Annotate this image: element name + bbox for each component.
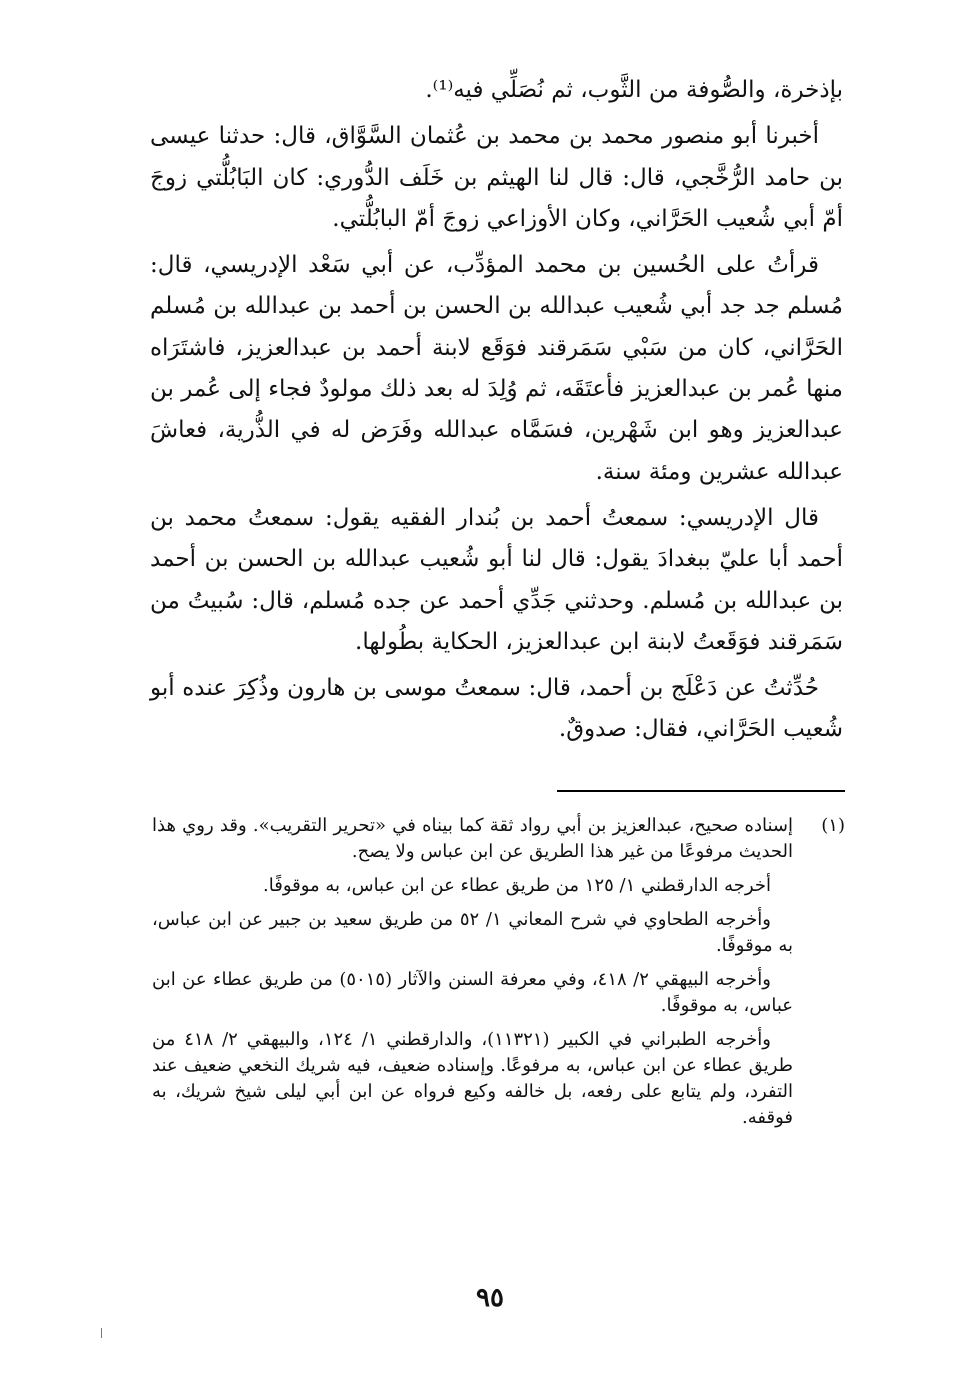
footnote-paragraph: أخرجه الدارقطني ١/ ١٢٥ من طريق عطاء عن ابن عباس، به موقوفًا. xyxy=(263,875,771,896)
body-paragraph: أخبرنا أبو منصور محمد بن محمد بن عُثمان السَّوَّاق، قال: حدثنا عيسى بن حامد الرُّخَّجي، قال: قال لنا الهيثم بن خَلَف الدُّوري: كان البَابُلُّتي زوجَ أمّ أبي شُعيب الحَرَّاني، وكان الأوزاعي زوجَ أمّ البابُلُّتي. xyxy=(150,123,843,232)
body-paragraph: قرأتُ على الحُسين بن محمد المؤدِّب، عن أبي سَعْد الإدريسي، قال: مُسلم جد جد أبي شُعيب عبدالله بن الحسن بن أحمد بن عبدالله بن مُسلم الحَرَّاني، كان من سَبْي سَمَرقند فوَقَع لابنة أحمد بن عبدالعزيز، فاشتَرَاه منها عُمر بن عبدالعزيز فأعتَقَه، ثم وُلِدَ له بعد ذلك مولودٌ فجاء إلى عُمر بن عبدالعزيز وهو ابن شَهْرين، فسَمَّاه عبدالله وفَرَض له في الذُّرية، فعاشَ عبدالله عشرين ومئة سنة. xyxy=(150,252,843,485)
footnote-paragraph: وأخرجه البيهقي ٢/ ٤١٨، وفي معرفة السنن والآثار (٥٠١٥) من طريق عطاء عن ابن عباس، به موقوفًا. xyxy=(152,969,793,1016)
main-text xyxy=(150,70,843,756)
margin-mark xyxy=(101,1328,102,1338)
page-number: ٩٥ xyxy=(476,1283,504,1313)
footnote-paragraph: وأخرجه الطبراني في الكبير (١١٣٢١)، والدارقطني ١/ ١٢٤، والبيهقي ٢/ ٤١٨ من طريق عطاء عن ابن عباس، به مرفوعًا. وإسناده ضعيف، فيه شريك النخعي ضعيف عند التفرد، ولم يتابع على رفعه، بل خالفه وكيع فرواه عن ابن أبي ليلى شيخ شريك، به فوقفه. xyxy=(152,1029,793,1128)
footnotes xyxy=(152,813,845,1131)
footnote-paragraph: وأخرجه الطحاوي في شرح المعاني ١/ ٥٢ من طريق سعيد بن جبير عن ابن عباس، به موقوفًا. xyxy=(152,909,793,956)
body-paragraph: قال الإدريسي: سمعتُ أحمد بن بُندار الفقيه يقول: سمعتُ محمد بن أحمد أبا عليّ ببغدادَ يقول: قال لنا أبو شُعيب عبدالله بن الحسن بن أحمد بن عبدالله بن مُسلم. وحدثني جَدِّي أحمد عن جده مُسلم، قال: سُبيتُ من سَمَرقند فوَقَعتُ لابنة ابن عبدالعزيز، الحكاية بطُولها. xyxy=(150,504,843,655)
body-paragraph: بإذخرة، والصُّوفة من الثَّوب، ثم نُصَلِّي فيه⁽¹⁾. xyxy=(425,77,843,103)
footnote-number: (١) xyxy=(821,815,845,836)
footnote-paragraph: إسناده صحيح، عبدالعزيز بن أبي رواد ثقة كما بيناه في «تحرير التقريب». وقد روي هذا الحديث مرفوعًا من غير هذا الطريق عن ابن عباس ولا يصح. xyxy=(152,815,793,862)
body-paragraph: حُدِّثتُ عن دَعْلَج بن أحمد، قال: سمعتُ موسى بن هارون وذُكِرَ عنده أبو شُعيب الحَرَّاني، فقال: صدوقٌ. xyxy=(150,675,843,743)
footnote-separator xyxy=(557,790,845,792)
footnote-1 xyxy=(152,813,845,865)
